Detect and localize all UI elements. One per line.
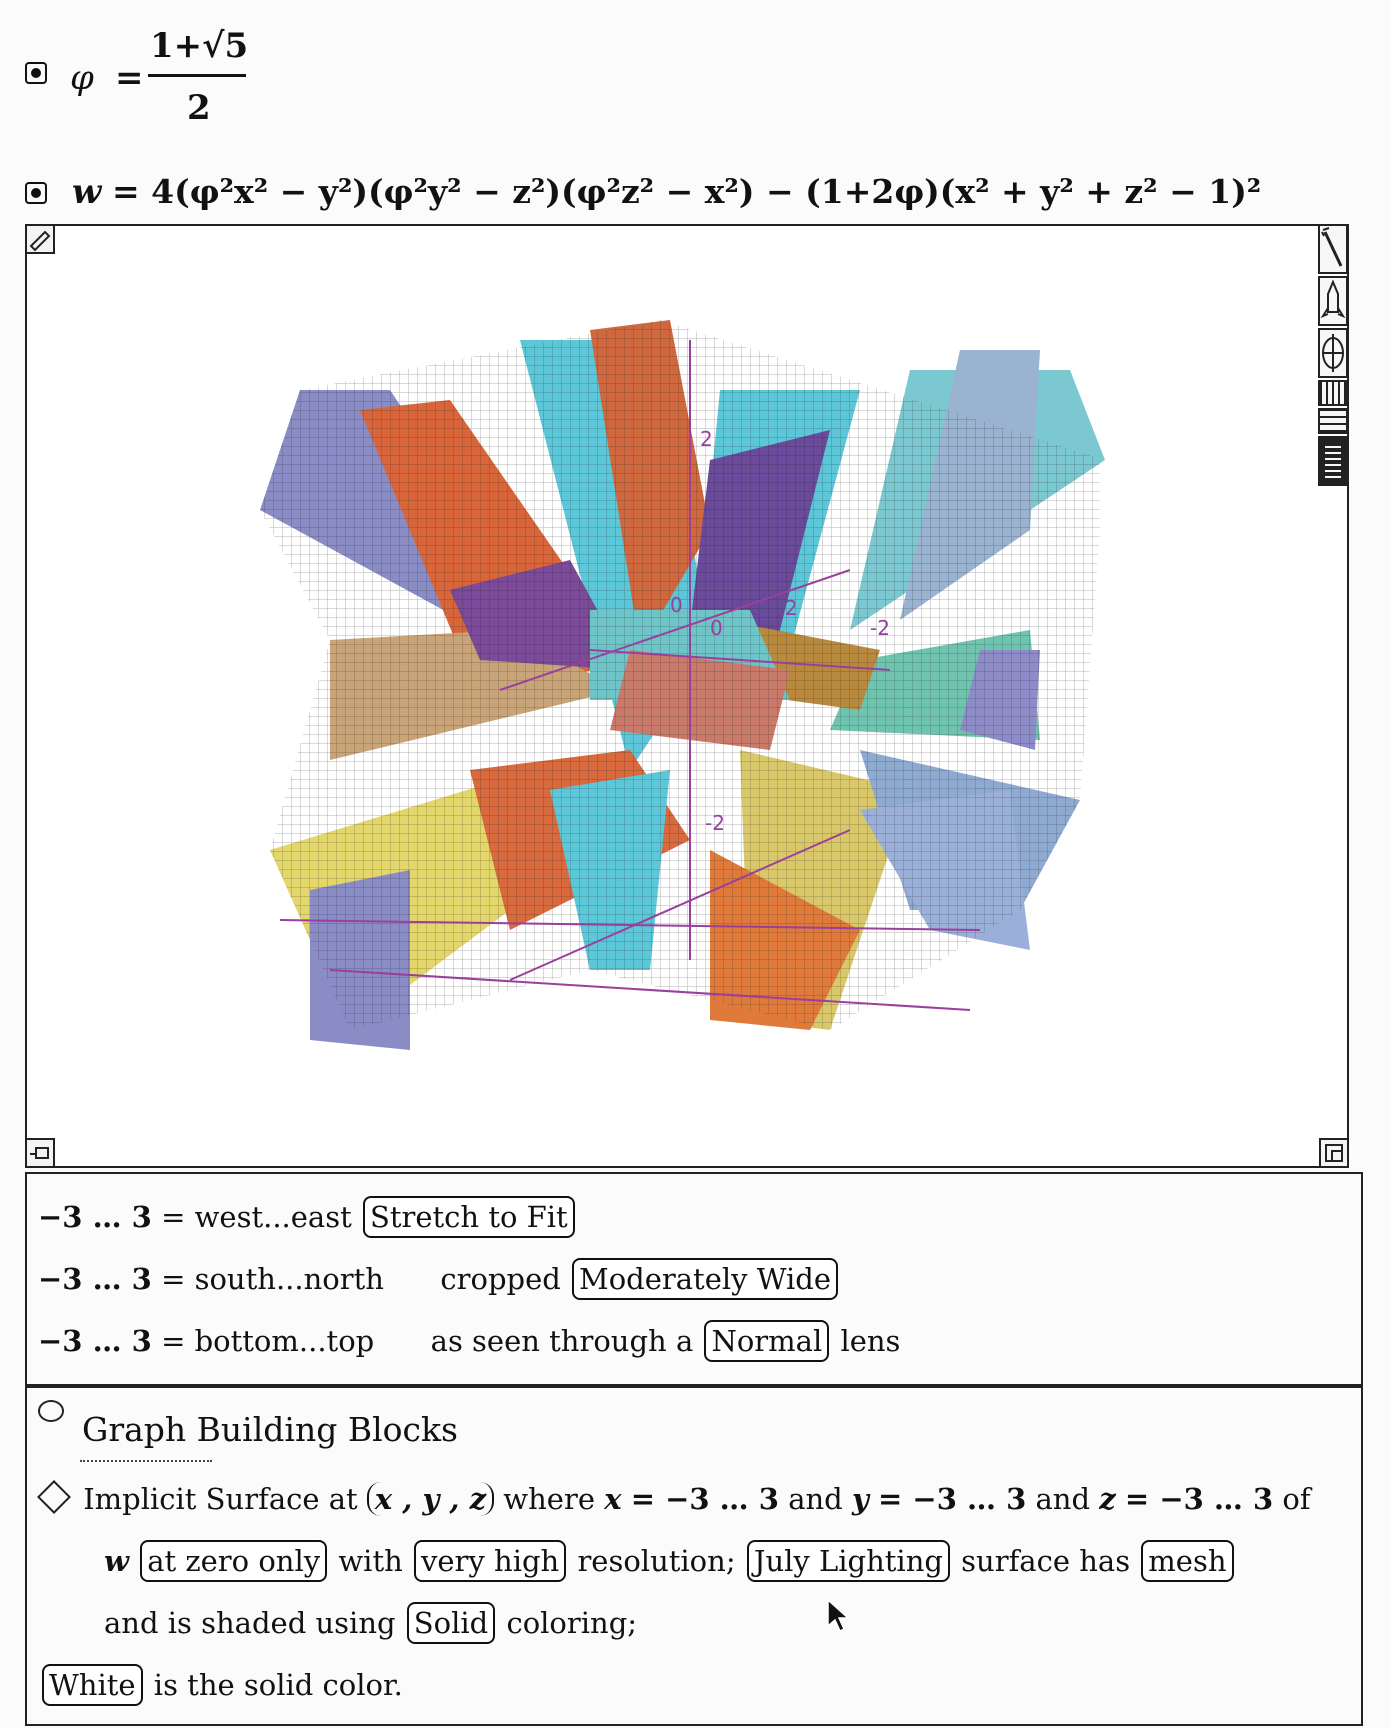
view-row-west-east xyxy=(38,1196,577,1238)
blocks-line-4 xyxy=(40,1664,403,1706)
range-y[interactable]: −3 … 3 xyxy=(38,1262,152,1296)
x-range[interactable]: = −3 … 3 xyxy=(630,1482,779,1516)
lens-button[interactable]: Normal xyxy=(704,1320,829,1362)
resolution-button[interactable]: very high xyxy=(414,1540,566,1582)
axis-tick-right: -2 xyxy=(870,616,890,640)
and-1: and xyxy=(788,1482,843,1516)
axis-tick-top: 2 xyxy=(700,427,713,451)
axis-tick-bottom: -2 xyxy=(705,811,725,835)
coloring-label: coloring; xyxy=(506,1606,638,1640)
axis-tick-diag: 2 xyxy=(785,596,798,620)
lens-suffix: lens xyxy=(840,1324,901,1358)
lens-prefix: as seen through a xyxy=(430,1324,694,1358)
view-row-bottom-top xyxy=(38,1320,900,1362)
eq2-lhs: w xyxy=(72,172,102,212)
grid-outline-tool-icon[interactable] xyxy=(1318,408,1348,434)
solid-color-button[interactable]: White xyxy=(42,1664,143,1706)
shaded-label: and is shaded using xyxy=(104,1606,396,1640)
implicit-surface-plot[interactable] xyxy=(30,230,1310,1150)
blocks-line-2 xyxy=(104,1540,1236,1582)
eq1-toggle[interactable] xyxy=(25,62,47,84)
grid-tool-icon[interactable] xyxy=(1318,380,1348,406)
eq1-numerator: 1+√5 xyxy=(150,26,249,66)
y-range[interactable]: = −3 … 3 xyxy=(878,1482,1027,1516)
eq2-toggle[interactable] xyxy=(25,182,47,204)
magic-wand-tool-icon[interactable] xyxy=(1318,224,1348,274)
stretch-to-fit-button[interactable]: Stretch to Fit xyxy=(363,1196,575,1238)
axis-tick-origin-a: 0 xyxy=(670,593,683,617)
y-var: y xyxy=(851,1482,869,1516)
mouse-cursor-icon xyxy=(826,1598,850,1634)
diamond-icon[interactable] xyxy=(37,1480,71,1514)
rocket-tool-icon[interactable] xyxy=(1318,276,1348,326)
lighting-button[interactable]: July Lighting xyxy=(747,1540,950,1582)
range-x-label: = west...east xyxy=(161,1200,352,1234)
where-label: where xyxy=(503,1482,595,1516)
title-underline xyxy=(80,1460,212,1462)
solid-color-label: is the solid color. xyxy=(153,1668,403,1702)
range-z[interactable]: −3 … 3 xyxy=(38,1324,152,1358)
range-x[interactable]: −3 … 3 xyxy=(38,1200,152,1234)
blocks-line-3 xyxy=(104,1602,637,1644)
fraction-bar xyxy=(148,74,246,77)
w-var: w xyxy=(104,1544,129,1578)
eq1-equals: = xyxy=(115,58,144,98)
of-label: of xyxy=(1282,1482,1311,1516)
x-var: x xyxy=(604,1482,622,1516)
resize-graph-icon[interactable] xyxy=(1319,1138,1349,1168)
implicit-surface-label: Implicit Surface at xyxy=(83,1482,358,1516)
resolution-label: resolution; xyxy=(577,1544,736,1578)
range-y-label: = south...north xyxy=(161,1262,384,1296)
blocks-title: Graph Building Blocks xyxy=(82,1410,458,1449)
mesh-button[interactable]: mesh xyxy=(1141,1540,1233,1582)
axis-tick-origin-b: 0 xyxy=(710,616,723,640)
eq1-lhs: φ xyxy=(70,58,94,98)
and-2: and xyxy=(1035,1482,1091,1516)
rotate-tool-icon[interactable] xyxy=(1318,328,1348,378)
cropped-label: cropped xyxy=(440,1262,561,1296)
z-range[interactable]: = −3 … 3 xyxy=(1124,1482,1274,1516)
blocks-line-1 xyxy=(38,1482,1311,1516)
surface-has-label: surface has xyxy=(961,1544,1131,1578)
surface-mesh xyxy=(250,310,1100,1070)
eq2-rhs: = 4(φ²x² − y²)(φ²y² − z²)(φ²z² − x²) − (1+2φ)(x² + y² + z² − 1)² xyxy=(112,172,1262,211)
variables[interactable]: x , y , z xyxy=(367,1482,494,1516)
level-button[interactable]: at zero only xyxy=(140,1540,327,1582)
crop-width-button[interactable]: Moderately Wide xyxy=(572,1258,838,1300)
comment-icon[interactable] xyxy=(38,1400,64,1422)
view-row-south-north xyxy=(38,1258,840,1300)
eq1-denominator: 2 xyxy=(187,88,211,128)
with-label: with xyxy=(338,1544,403,1578)
range-z-label: = bottom...top xyxy=(161,1324,375,1358)
z-var: z xyxy=(1099,1482,1116,1516)
coloring-button[interactable]: Solid xyxy=(407,1602,495,1644)
list-tool-icon[interactable] xyxy=(1318,436,1348,486)
